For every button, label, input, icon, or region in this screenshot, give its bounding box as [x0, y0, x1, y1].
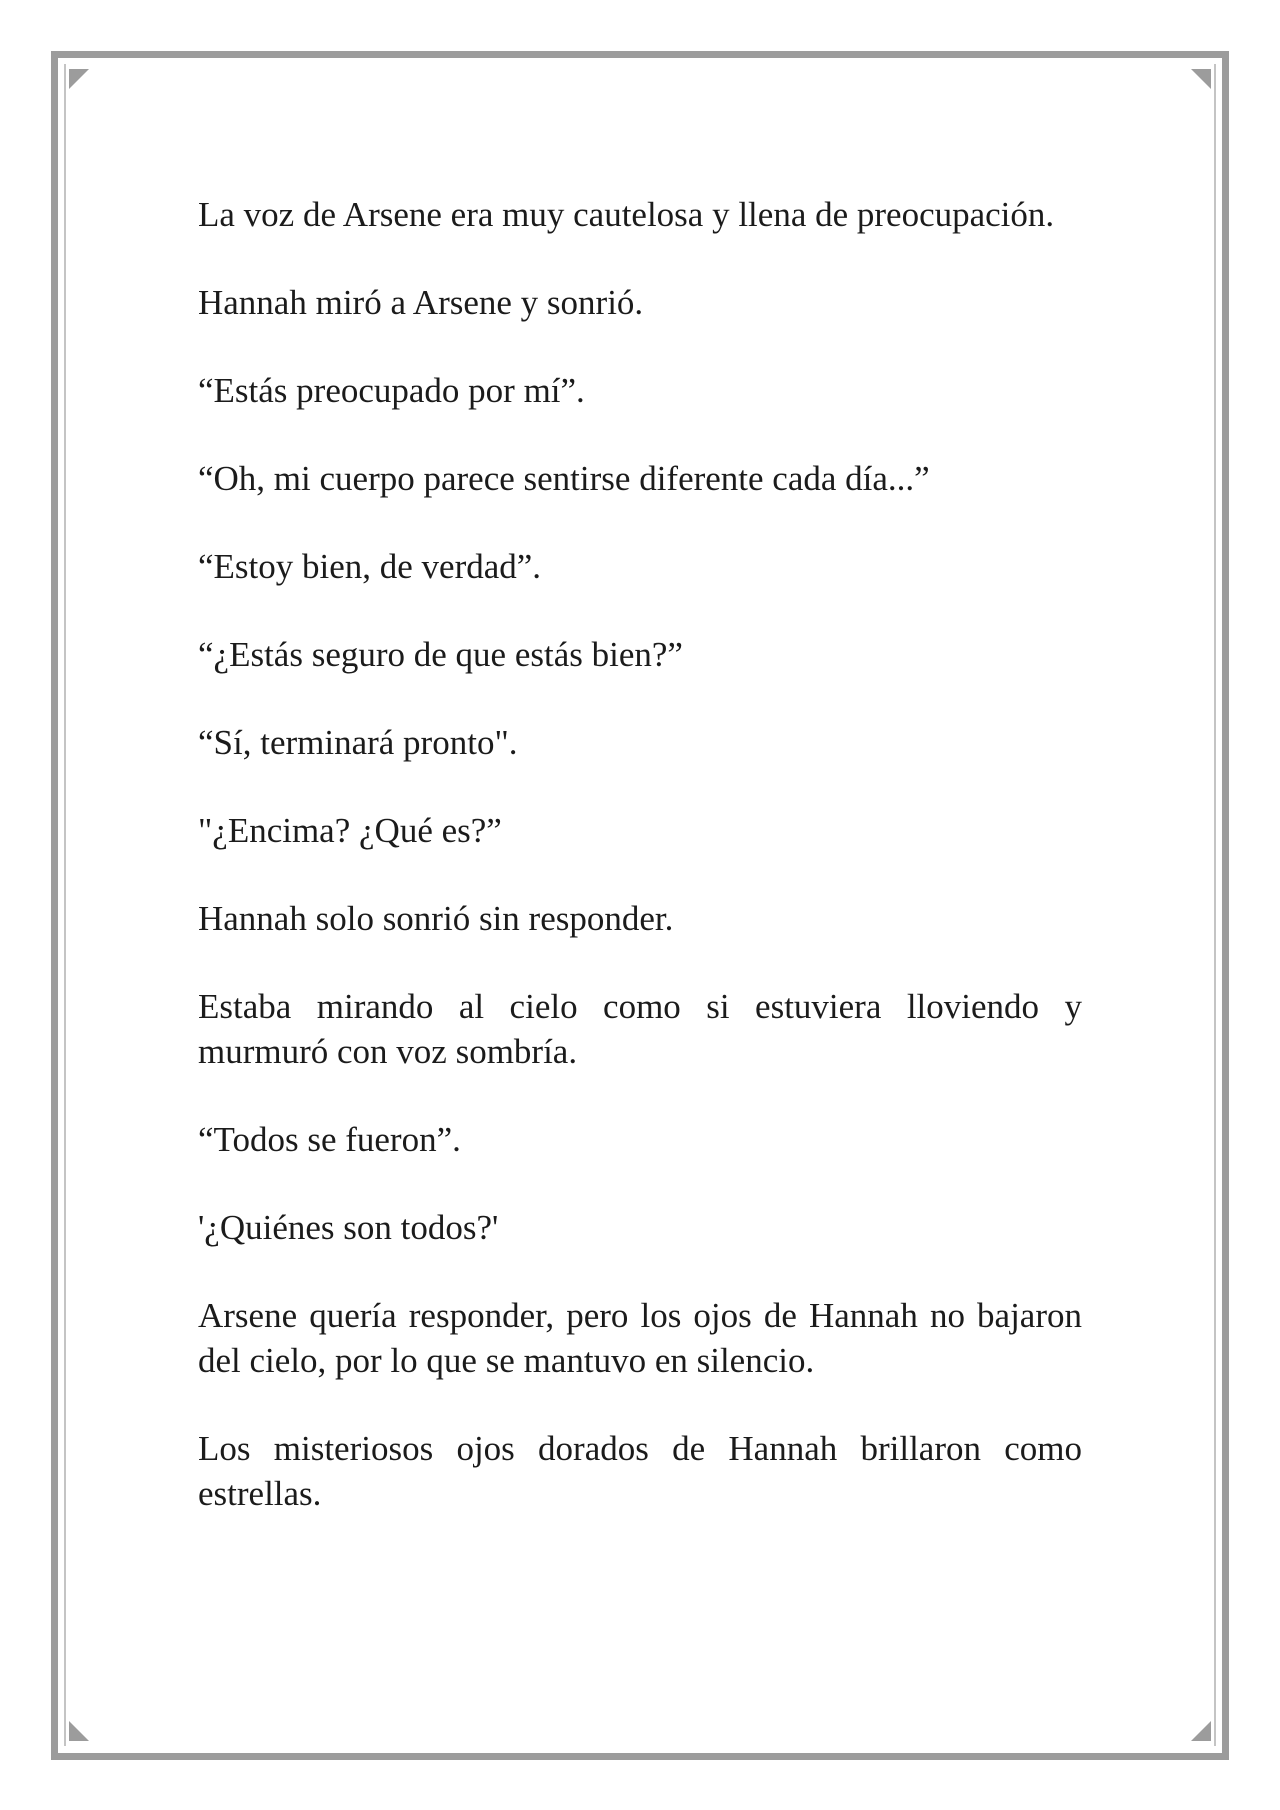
frame-bottom-bar	[58, 1753, 1222, 1760]
paragraph-11: “Todos se fueron”.	[198, 1120, 461, 1159]
paragraph-12: '¿Quiénes son todos?'	[198, 1208, 499, 1247]
paragraph-5: “Estoy bien, de verdad”.	[198, 547, 542, 586]
paragraph-4: “Oh, mi cuerpo parece sentirse diferente cada día...”	[198, 459, 930, 498]
corner-square-bottom-left	[51, 1753, 58, 1760]
paragraph-9: Hannah solo sonrió sin responder.	[198, 899, 674, 938]
paragraph-2: Hannah miró a Arsene y sonrió.	[198, 283, 644, 322]
corner-triangle-top-right	[1191, 69, 1211, 89]
paragraph-1: La voz de Arsene era muy cautelosa y llena de preocupación.	[198, 195, 1055, 234]
paragraph-8: "¿Encima? ¿Qué es?”	[198, 811, 502, 850]
page-body-text	[198, 192, 1082, 1559]
corner-square-top-left	[51, 51, 58, 58]
paragraph-6: “¿Estás seguro de que estás bien?”	[198, 635, 683, 674]
frame-top-bar	[58, 51, 1222, 58]
corner-triangle-bottom-left	[69, 1721, 89, 1741]
paragraph-3: “Estás preocupado por mí”.	[198, 371, 585, 410]
corner-triangle-bottom-right	[1191, 1721, 1211, 1741]
paragraph-10: Estaba mirando al cielo como si estuviera lloviendo y murmuró con voz sombría.	[198, 987, 1082, 1071]
paragraph-14: Los misteriosos ojos dorados de Hannah brillaron como estrellas.	[198, 1429, 1082, 1513]
frame-right-bar	[1222, 58, 1229, 1753]
paragraph-7: “Sí, terminará pronto".	[198, 723, 518, 762]
frame-left-inner-line	[64, 64, 66, 1746]
corner-triangle-top-left	[69, 69, 89, 89]
frame-left-bar	[51, 58, 58, 1753]
corner-square-bottom-right	[1222, 1753, 1229, 1760]
corner-square-top-right	[1222, 51, 1229, 58]
frame-right-inner-line	[1214, 64, 1216, 1746]
paragraph-13: Arsene quería responder, pero los ojos de Hannah no bajaron del cielo, por lo que se mantuvo en silencio.	[198, 1296, 1082, 1380]
